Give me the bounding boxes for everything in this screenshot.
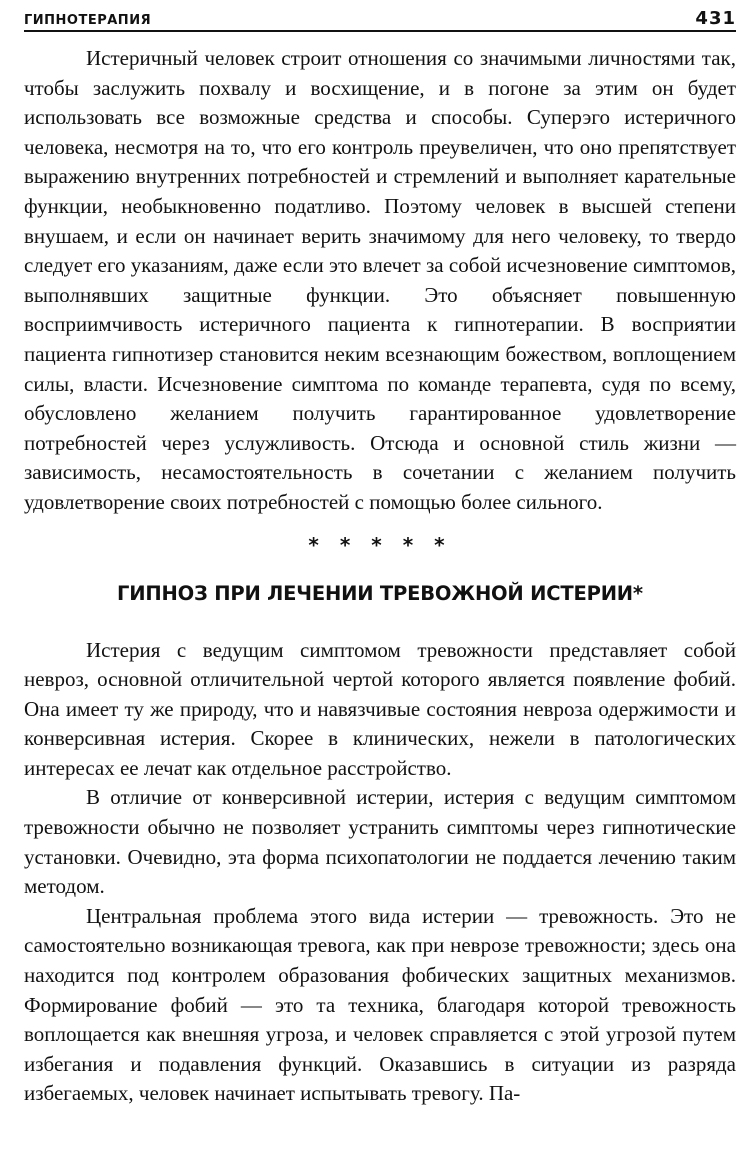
body-paragraph: В отличие от конверсивной истерии, истерия с ведущим симптомом тревожности обычно не позволяет устранить симптомы через гипнотические установки. Очевидно, эта форма психопатологии не поддается лечению таким методом. [24, 785, 736, 899]
body-paragraph: Центральная проблема этого вида истерии — тревожность. Это не самостоятельно возникающая тревога, как при неврозе тревожности; здесь она находится под контролем образования фобических защитных механизмов. Формирование фобий — это та техника, благодаря которой тревожность воплощается как внешняя угроза, и человек справляется с этой угрозой путем избегания и подавления функций. Оказавшись в ситуации из разряда избегаемых, человек начинает испытывать тревогу. Па- [24, 903, 736, 1106]
section-title: ГИПНОТЕРАПИЯ [24, 13, 152, 28]
page-number: 431 [695, 8, 736, 29]
body-paragraph: Истеричный человек строит отношения со значимыми личностями так, чтобы заслужить похвалу и восхищение, и в погоне за этим он будет использовать все возможные средства и способы. Суперэго истеричного человека, несмотря на то, что его контроль преувеличен, что оно препятствует выражению внутренних потребностей и стремлений и выполняет карательные функции, необыкновенно податливо. Поэтому человек в высшей степени внушаем, и если он начинает верить значимому для него человеку, то твердо следует его указаниям, даже если это влечет за собой исчезновение симптомов, выполнявших защитные функции. Это объясняет повышенную восприимчивость истеричного пациента к гипнотерапии. В восприятии пациента гипнотизер становится неким всезнающим божеством, воплощением силы, власти. Исчезновение симптома по команде терапевта, судя по всему, обусловлено желанием получить гарантированное удовлетворение потребностей через услужливость. Отсюда и основной стиль жизни — зависимость, несамостоятельность в сочетании с желанием получить удовлетворение своих потребностей с помощью более сильного. [24, 46, 736, 514]
section-heading: ГИПНОЗ ПРИ ЛЕЧЕНИИ ТРЕВОЖНОЙ ИСТЕРИИ* [117, 581, 643, 605]
body-paragraph: Истерия с ведущим симптомом тревожности представляет собой невроз, основной отличительной чертой которого является появление фобий. Она имеет ту же природу, что и навязчивые состояния невроза одержимости и конверсивная истерия. Скорее в клинических, нежели в патологических интересах ее лечат как отдельное расстройство. [24, 637, 736, 780]
section-divider: * * * * * [308, 532, 452, 557]
running-header [24, 6, 736, 32]
book-page [24, 6, 736, 1109]
